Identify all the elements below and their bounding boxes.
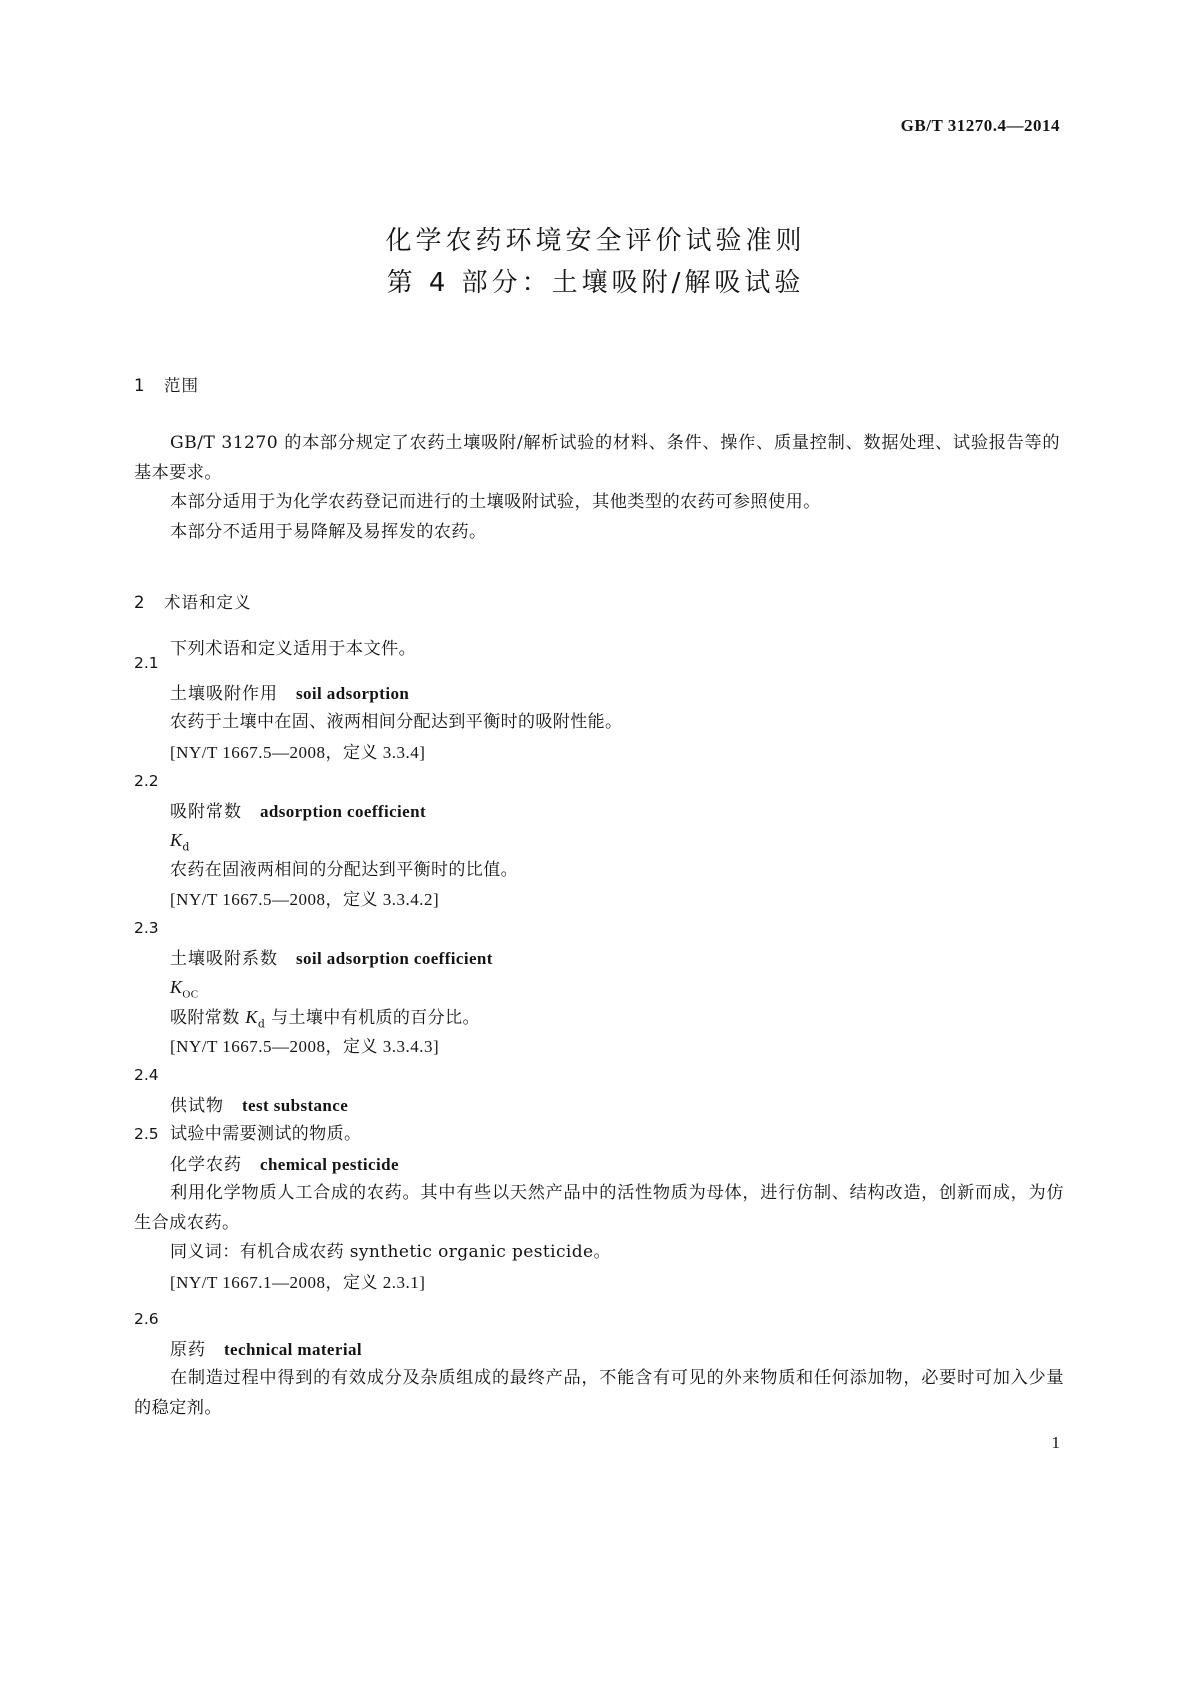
document-title: 化学农药环境安全评价试验准则 — [385, 226, 806, 256]
term-definition — [170, 1003, 1064, 1033]
section-heading-terms — [134, 589, 252, 613]
term-en: soil adsorption — [296, 683, 410, 703]
symbol-letter: K — [170, 977, 183, 997]
definition-text: 吸附常数 — [170, 1007, 246, 1028]
symbol-letter: K — [245, 1006, 258, 1027]
scope-paragraph: 本部分不适用于易降解及易挥发的农药。 — [170, 522, 487, 542]
term-en: chemical pesticide — [260, 1154, 399, 1174]
term-definition: 农药在固液两相间的分配达到平衡时的比值。 — [170, 859, 518, 880]
term-en: test substance — [242, 1095, 349, 1115]
term-reference: [NY/T 1667.5—2008，定义 3.3.4.2] — [170, 890, 440, 909]
term-heading — [170, 1091, 1064, 1121]
term-heading — [170, 797, 1064, 827]
term-reference: [NY/T 1667.1—2008，定义 2.3.1] — [170, 1272, 426, 1292]
scope-paragraph: GB/T 31270 的本部分规定了农药土壤吸附/解析试验的材料、条件、操作、质量控制、数据处理、试验报告等的基本要求。 — [134, 433, 1060, 483]
term-symbol — [170, 973, 1064, 1003]
term-number: 2.4 — [134, 1066, 159, 1084]
scope-paragraph: 本部分适用于为化学农药登记而进行的土壤吸附试验，其他类型的农药可参照使用。 — [170, 492, 821, 512]
term-entry — [134, 649, 1064, 767]
term-number: 2.6 — [134, 1310, 159, 1328]
term-zh: 土壤吸附作用 — [170, 683, 278, 704]
term-entry — [134, 1305, 1064, 1423]
term-en: technical material — [224, 1339, 362, 1359]
term-number: 2.3 — [134, 919, 159, 937]
term-heading — [170, 944, 1064, 974]
symbol-letter: K — [170, 830, 183, 850]
document-code: GB/T 31270.4—2014 — [900, 116, 1060, 135]
symbol-subscript: d — [182, 840, 190, 854]
section-title: 术语和定义 — [164, 593, 252, 612]
term-definition: 试验中需要测试的物质。 — [170, 1124, 362, 1144]
term-zh: 吸附常数 — [170, 801, 242, 822]
term-zh: 供试物 — [170, 1095, 224, 1116]
term-heading — [170, 679, 1064, 709]
symbol-subscript: OC — [182, 988, 199, 1001]
definition-text: 与土壤中有机质的百分比。 — [265, 1007, 480, 1028]
section-number: 1 — [134, 376, 146, 395]
term-entry — [134, 914, 1064, 1062]
term-heading — [170, 1335, 1064, 1365]
document-subtitle: 第 4 部分：土壤吸附/解吸试验 — [386, 268, 805, 298]
section-heading-scope — [134, 372, 199, 396]
terms-intro: 下列术语和定义适用于本文件。 — [170, 639, 417, 659]
page-number: 1 — [1051, 1433, 1060, 1452]
term-reference: [NY/T 1667.5—2008，定义 3.3.4] — [170, 742, 426, 762]
term-number: 2.1 — [134, 654, 159, 672]
term-definition: 农药于土壤中在固、液两相间分配达到平衡时的吸附性能。 — [170, 712, 623, 732]
term-definition: 利用化学物质人工合成的农药。其中有些以天然产品中的活性物质为母体，进行仿制、结构改造，创新而成，为仿生合成农药。 — [134, 1183, 1064, 1233]
term-en: adsorption coefficient — [260, 801, 427, 821]
section-number: 2 — [134, 593, 146, 612]
term-zh: 化学农药 — [170, 1154, 242, 1175]
section-title: 范围 — [164, 376, 199, 395]
term-entry — [134, 1120, 1064, 1297]
symbol-subscript: d — [257, 1016, 266, 1030]
term-number: 2.5 — [134, 1125, 159, 1143]
term-entry — [134, 767, 1064, 915]
term-zh: 原药 — [170, 1339, 206, 1360]
term-number: 2.2 — [134, 772, 159, 790]
term-heading — [170, 1150, 1064, 1180]
term-zh: 土壤吸附系数 — [170, 948, 278, 969]
term-symbol — [170, 826, 1064, 856]
term-synonym: 同义词：有机合成农药 synthetic organic pesticide。 — [170, 1242, 611, 1262]
term-definition: 在制造过程中得到的有效成分及杂质组成的最终产品，不能含有可见的外来物质和任何添加物，必要时可加入少量的稳定剂。 — [134, 1368, 1064, 1418]
term-reference: [NY/T 1667.5—2008，定义 3.3.4.3] — [170, 1037, 440, 1056]
term-en: soil adsorption coefficient — [296, 948, 493, 968]
